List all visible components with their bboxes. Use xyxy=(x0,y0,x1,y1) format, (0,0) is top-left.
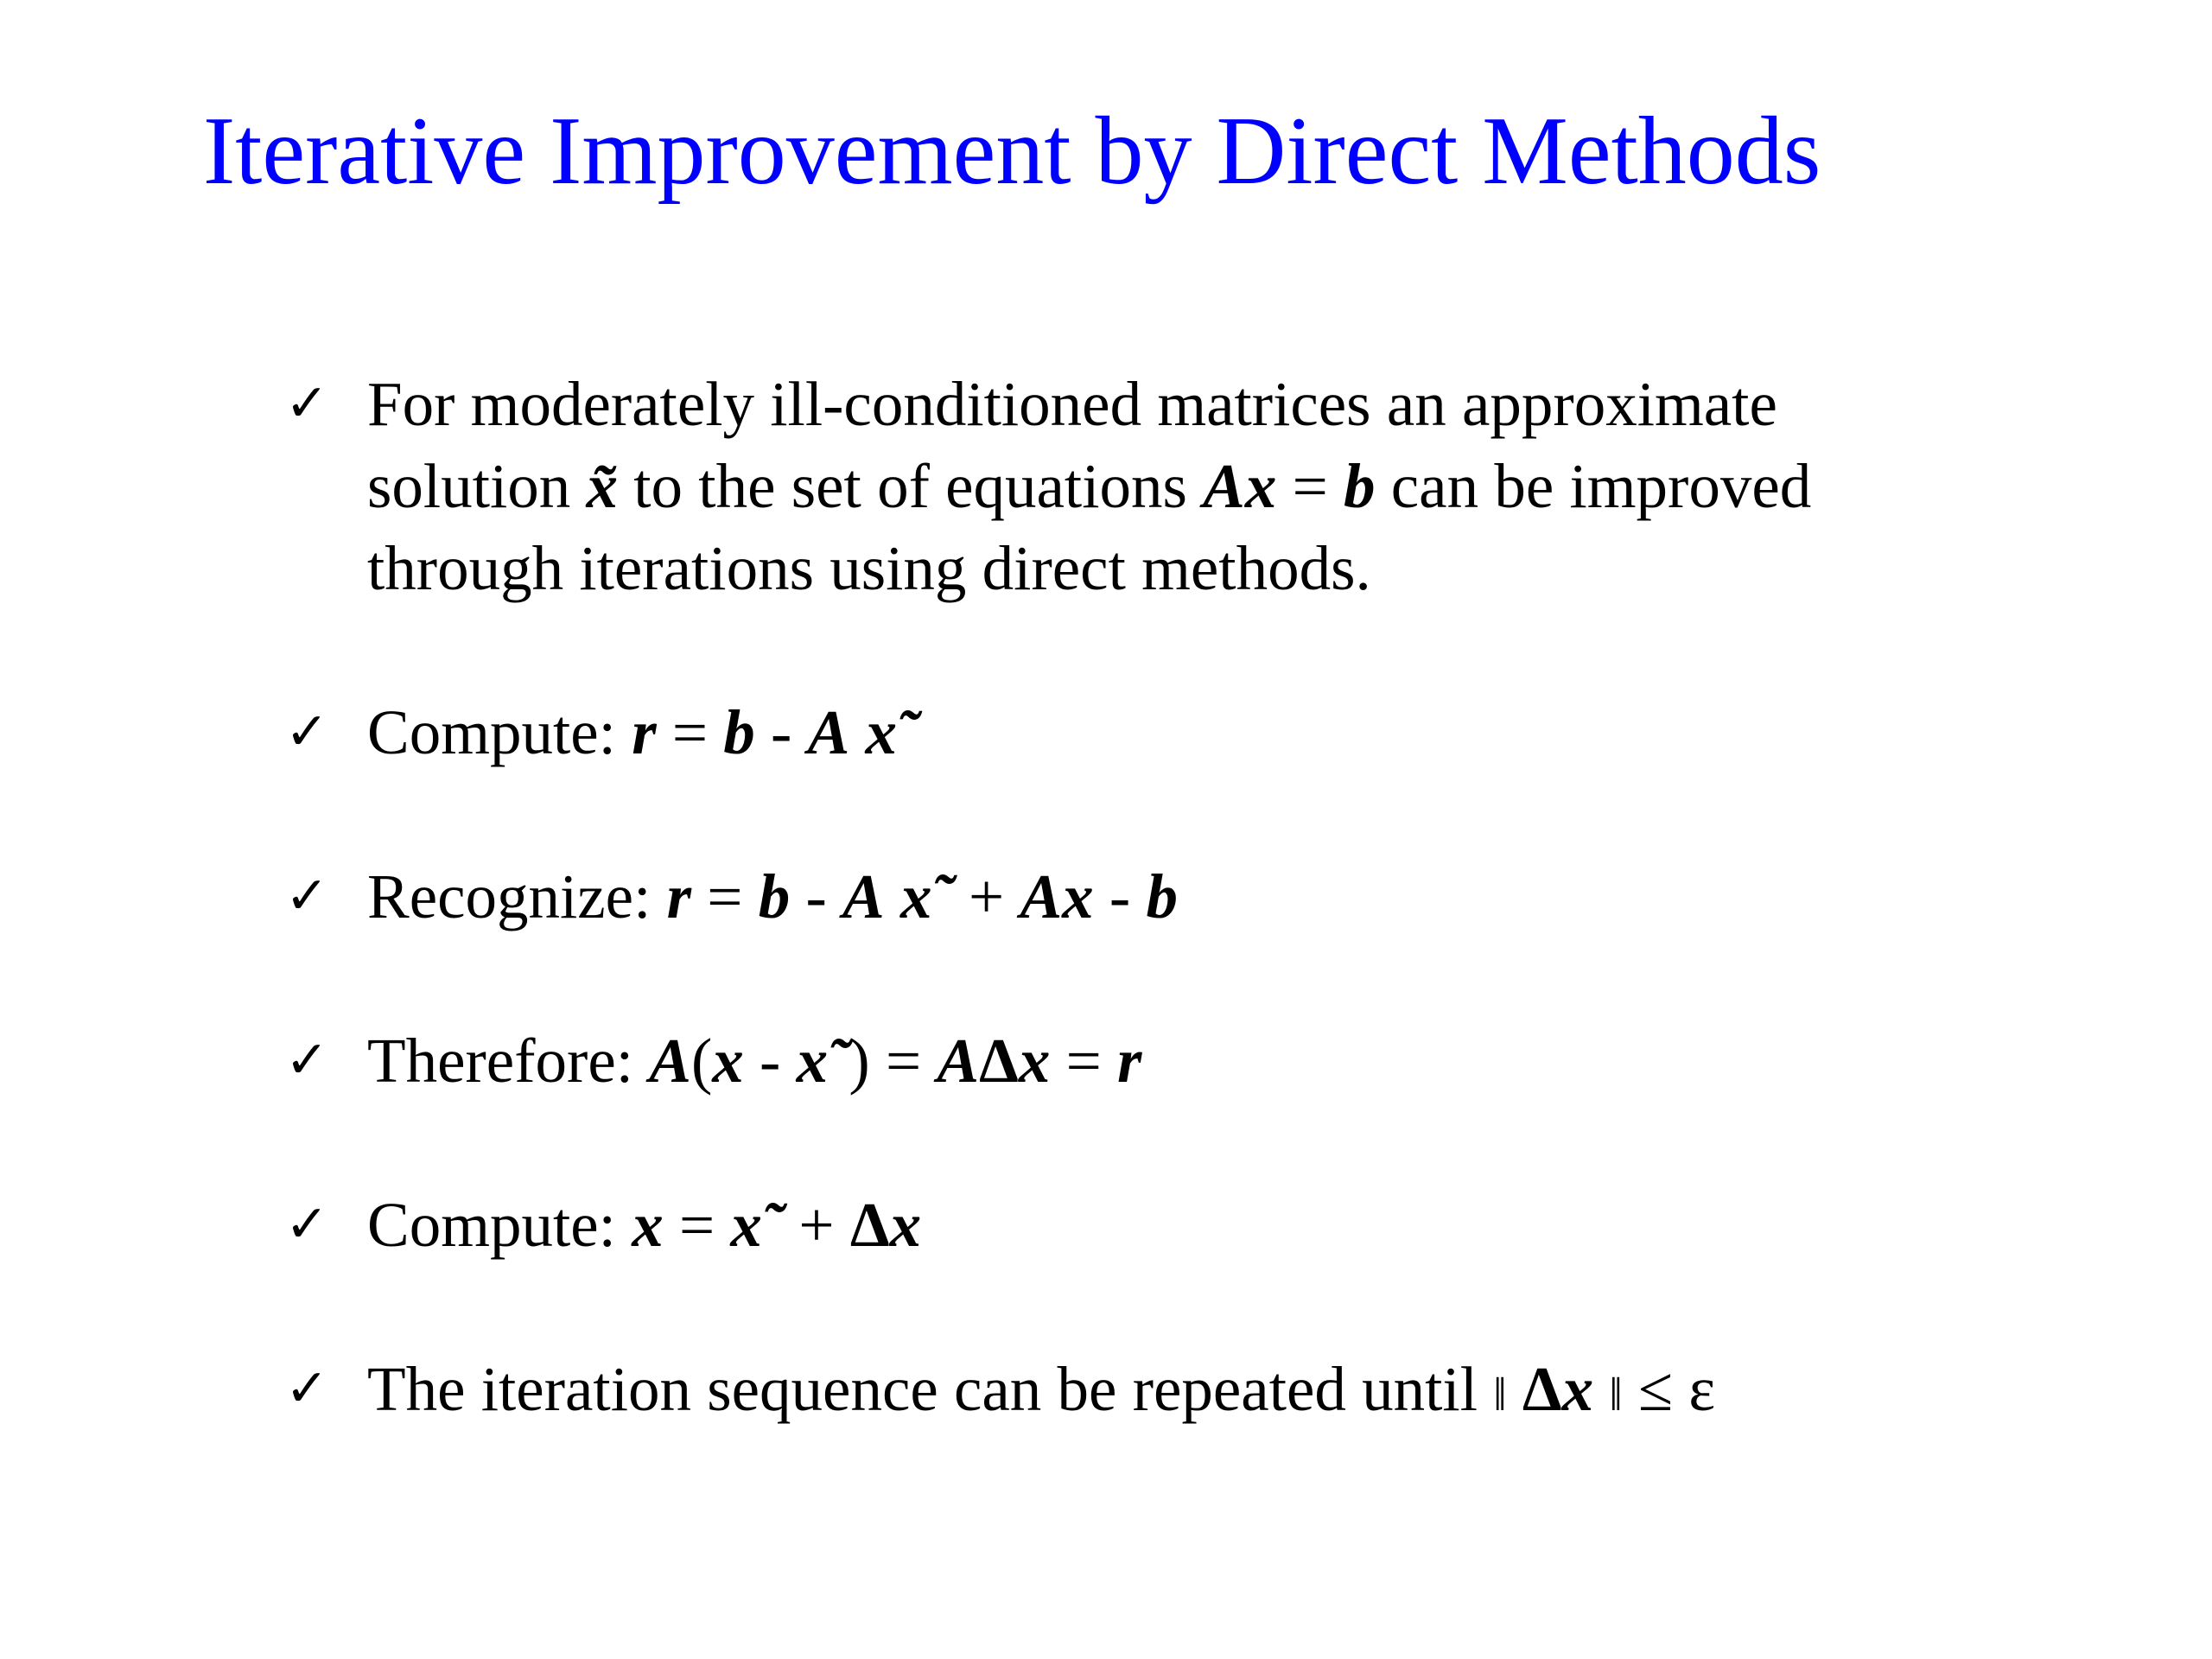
intro-line-2: solution x̃ to the set of equations Ax = b can be improved xyxy=(367,451,1812,521)
bullet-list xyxy=(285,363,2013,1435)
check-icon: ✓ xyxy=(285,373,329,434)
bullet-therefore: ✓ Therefore: A(x - x˜) = AΔx = r xyxy=(285,1020,2013,1102)
bullet-repeat: ✓ The iteration sequence can be repeated until ‖ Δx ‖ ≤ ε xyxy=(285,1348,2013,1435)
b-term: b xyxy=(1344,451,1376,521)
check-icon: ✓ xyxy=(285,1030,329,1090)
bullet-compute-r: ✓ Compute: r = b - A x˜ xyxy=(285,691,2013,773)
x-tilde: x̃ xyxy=(586,451,619,521)
bullet-intro xyxy=(285,363,2013,609)
check-icon: ✓ xyxy=(285,866,329,926)
intro-line-3: through iterations using direct methods. xyxy=(367,533,1371,603)
check-icon: ✓ xyxy=(285,1194,329,1255)
check-icon: ✓ xyxy=(285,1358,329,1419)
intro-line-1: For moderately ill-conditioned matrices an approximate xyxy=(367,369,1777,439)
bullet-recognize: ✓ Recognize: r = b - A x˜ + Ax - b xyxy=(285,855,2013,938)
slide-title: Iterative Improvement by Direct Methods xyxy=(203,98,1821,205)
ax-term: Ax xyxy=(1203,451,1277,521)
bullet-compute-x: ✓ Compute: x = x˜ + Δx xyxy=(285,1184,2013,1266)
check-icon: ✓ xyxy=(285,702,329,762)
